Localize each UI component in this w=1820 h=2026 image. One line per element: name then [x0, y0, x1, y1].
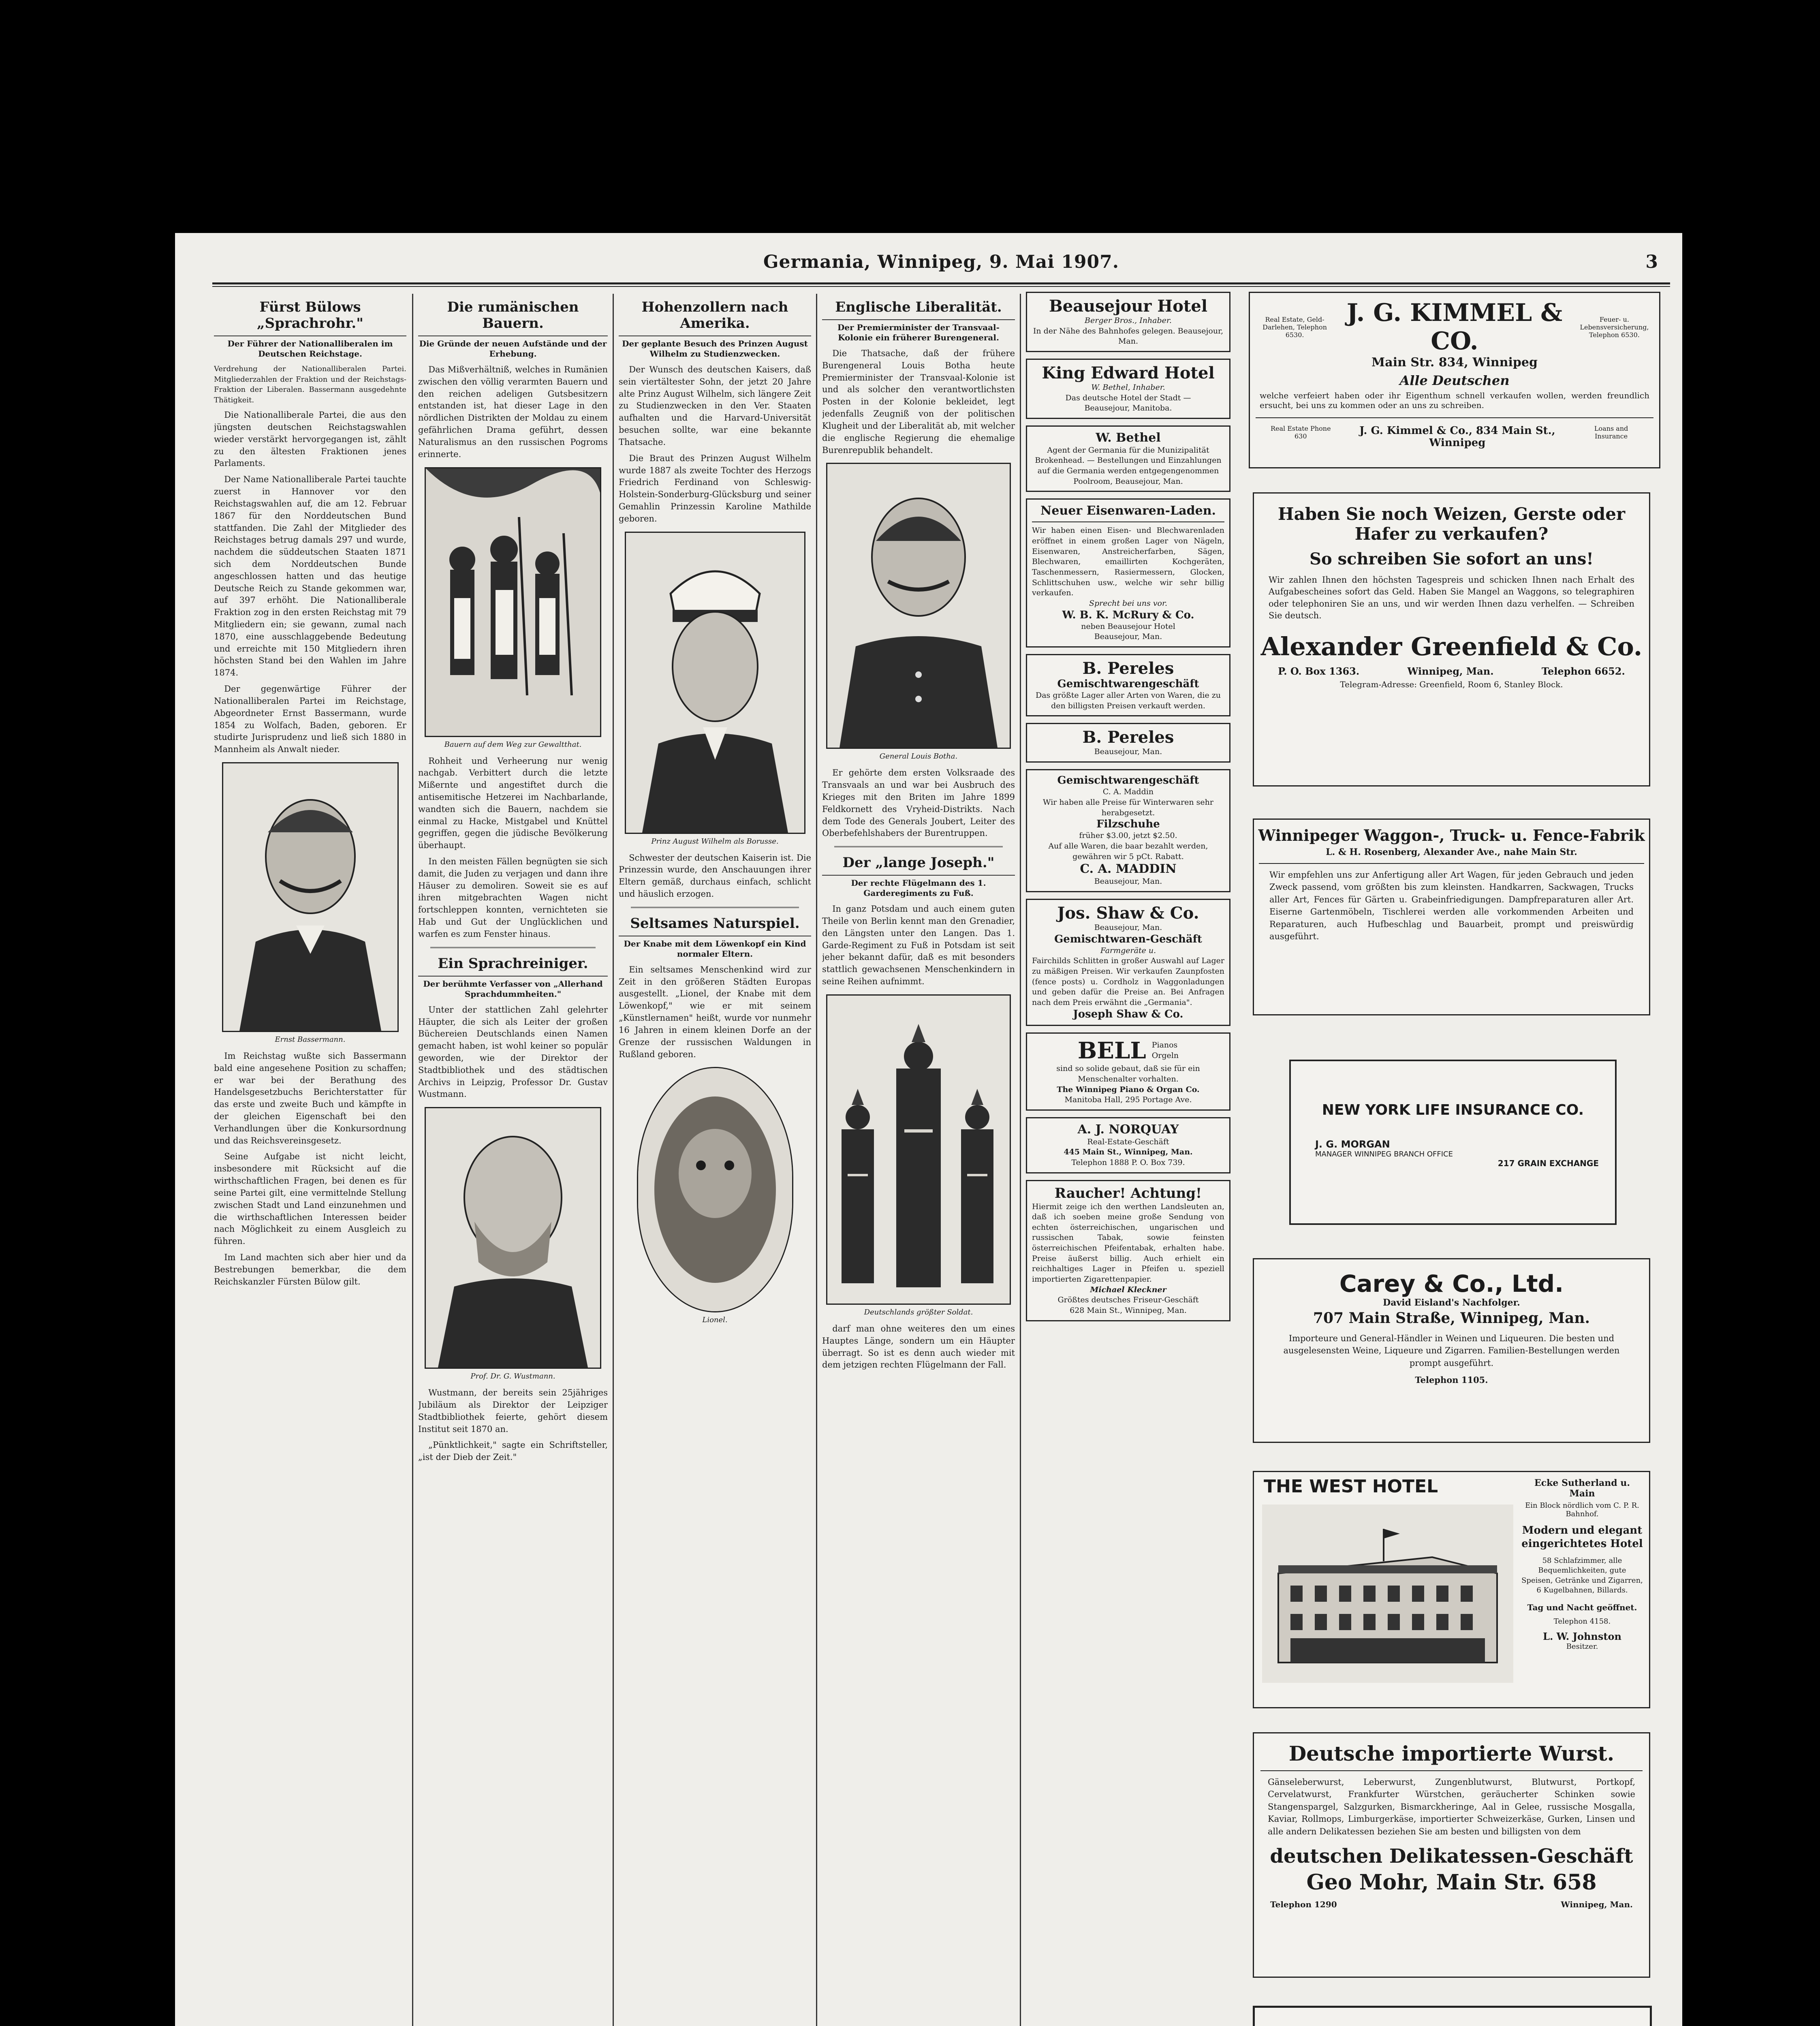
ad-kind: Pianos [1151, 1041, 1178, 1050]
article-paragraph: Die Braut des Prinzen August Wilhelm wurde 1887 als zweite Tochter des Herzogs Friedrich Ferdinand von Schleswig-Holstein-Sonderburg-Glücksburg und seiner Gemahlin Prinzessin Karoline Mathilde geboren. [619, 453, 811, 524]
masthead [212, 249, 1670, 278]
ad-question-2: Hafer zu verkaufen? [1354, 524, 1549, 544]
ad-title: Jos. Shaw & Co. [1057, 903, 1199, 923]
ad-new-york-life [1289, 1060, 1617, 1225]
masthead-title: Germania, Winnipeg, 9. Mai 1907. [763, 252, 1119, 272]
article-headline: Englische Liberalität. [835, 299, 1002, 315]
portrait-louis-botha [826, 463, 1011, 749]
article-paragraph: Der gegenwärtige Führer der Nationalliberalen Partei im Reichstage, Abgeordneter Ernst Bassermann, wurde 1854 zu Wolfach, Baden, geboren. Er studirte Jurisprudenz und ließ sich 1880 in Mannheim als Anwalt nieder. [214, 684, 406, 754]
article-subhead: Der Knabe mit dem Löwenkopf ein Kind normaler Eltern. [619, 936, 811, 959]
column-1 [214, 292, 406, 2026]
ad-greenfield [1253, 492, 1650, 786]
ad-text: Auf alle Waren, die baar bezahlt werden, gewähren wir 5 pCt. Rabatt. [1048, 842, 1208, 861]
ad-text: In der Nähe des Bahnhofes gelegen. Beausejour, Man. [1033, 326, 1224, 346]
article-hohenzollern [619, 299, 811, 1324]
article-headline: Hohenzollern nach Amerika. [641, 299, 788, 331]
ad-footer-right: Loans and Insurance [1594, 425, 1628, 440]
hotel-details [1521, 1478, 1643, 1651]
portrait-prince-august-wilhelm [625, 532, 805, 834]
portrait-caption: Ernst Bassermann. [275, 1035, 346, 1044]
ad-title: B. Pereles [1082, 728, 1174, 747]
ad-title: Winnipeger Waggon-, Truck- u. Fence-Fabrik [1258, 826, 1645, 844]
ad-place: Beausejour, Man. [1094, 632, 1162, 641]
ad-kinds [1152, 1040, 1179, 1061]
peasants-drawing [426, 468, 600, 736]
column-divider [613, 294, 614, 2026]
ad-location: neben Beausejour Hotel [1081, 622, 1175, 631]
ad-name: C. A. MADDIN [1080, 862, 1177, 876]
article-paragraph: In den meisten Fällen begnügten sie sich damit, die Juden zu verjagen und dann ihre Häuser zu demoliren. Soweit sie es auf ihren mitgebrachten Wagen nicht fortschleppen konnten, vernichteten sie Hab und Gut der Unglücklichen und warfen es zum Fenster hinaus. [418, 857, 608, 939]
ad-title-row [1032, 1038, 1224, 1064]
ad-right-note: Feuer- u. Lebensversicherung, Telephon 6530. [1580, 315, 1649, 339]
newspaper-page [175, 233, 1682, 2026]
ad-footer-row [1254, 1895, 1649, 1909]
column-2 [418, 292, 608, 2026]
article-subhead: Der geplante Besuch des Prinzen August Wilhelm zu Studienzwecken. [619, 336, 811, 359]
ad-title: King Edward Hotel [1042, 363, 1215, 383]
portrait-caption: Prinz August Wilhelm als Borusse. [651, 837, 779, 846]
article-paragraph: Seine Aufgabe ist nicht leicht, insbesondere mit Rücksicht auf die wirthschaftlichen Fragen, bei denen es für seine Partei gilt, eine vermittelnde Stellung zwischen Stadt und Land einzunehmen und die wirthschaftlichen Interessen beider nach Möglichkeit zu einem Ausgleich zu führen. [214, 1152, 406, 1246]
ad-text: Agent der Germania für die Munizipalität Brokenhead. — Bestellungen und Einzahlungen auf die Germania werden entgegengenommen [1035, 445, 1222, 476]
article-headline: Die rumänischen Bauern. [447, 299, 579, 331]
article-paragraph: Die Thatsache, daß der frühere Burengeneral Louis Botha heute Premierminister der Transvaal-Kolonie ist und als solcher den verantwortlichsten Posten in der Kolonie bekleidet, legt jedenfalls Zeugniß von der politischen Klugheit und der Liberalität ab, mit welcher die englische Regierung die ehemalige Burenrepublik behandelt. [822, 348, 1015, 455]
ad-text: Hiermit zeige ich den werthen Landsleuten an, daß ich soeben meine große Sendung von echten österreichischen, ungarischen und russischen Tabak, sowie feinsten österreichischen Pfeifentabak, erhalten habe. Preise äußerst billig. Auch erhielt ein reichhaltiges Lager in Pfeifen u. speziell importierten Zigarettenpapier. [1032, 1202, 1224, 1284]
ad-title: THE WEST HOTEL [1264, 1476, 1438, 1497]
ad-title: BELL [1077, 1037, 1146, 1064]
ad-owner-title: Besitzer. [1566, 1642, 1598, 1651]
ad-jos-shaw [1026, 899, 1230, 1026]
ad-owner: L. W. Johnston [1543, 1631, 1621, 1643]
ad-subtitle-2: Farmgeräte u. [1100, 946, 1156, 955]
ad-signature: Joseph Shaw & Co. [1073, 1008, 1183, 1020]
portrait-illustration [426, 1108, 600, 1368]
ad-germania [1253, 2006, 1652, 2026]
article-subhead: Die Gründe der neuen Aufstände und der Erhebung. [418, 336, 608, 359]
ad-hours: Tag und Nacht geöffnet. [1527, 1603, 1637, 1613]
column-divider [1020, 294, 1021, 2026]
article-headline: Seltsames Naturspiel. [630, 915, 800, 932]
article-separator [631, 907, 799, 908]
ad-title: Gemischtwarengeschäft [1057, 774, 1199, 787]
ad-owner: W. B. K. McRury & Co. [1062, 609, 1194, 621]
ad-title: Beausejour Hotel [1049, 297, 1208, 316]
article-paragraph: Ein seltsames Menschenkind wird zur Zeit in den größeren Städten Europas ausgestellt. „Lionel, der Knabe mit dem Löwenkopf," wie er mit seinem „Künstlernamen" heißt, wurde vor nunmehr 16 Jahren in einem kleinen Dorfe an der Grenze der russischen Waldungen in Rußland geboren. [619, 964, 811, 1059]
article-subhead: Der Führer der Nationalliberalen im Deutschen Reichstage. [214, 336, 406, 359]
ad-title: NEW YORK LIFE INSURANCE CO. [1322, 1102, 1584, 1118]
article-paragraph: Das Mißverhältniß, welches in Rumänien zwischen den völlig verarmten Bauern und den reichen adeligen Gutsbesitzern entstanden ist, hat dieser Lage in den nördlichen Distrikten der Moldau zu einem gefährlichen Drama geführt, dessen Naturalismus an den russischen Pogroms erinnerte. [418, 365, 608, 459]
article-paragraph: „Pünktlichkeit," sagte ein Schriftsteller, „ist der Dieb der Zeit." [418, 1440, 608, 1462]
ad-king-edward-hotel [1026, 359, 1230, 419]
article-paragraph: Rohheit und Verheerung nur wenig nachgab. Verbittert durch die letzte Mißernte und angestiftet durch die antisemitische Hetzerei im Nachbarlande, wandten sich die Bauern, nachdem sie einmal zu Hacke, Mistgabel und Knüttel gegriffen, gegen die jüdische Bevölkerung überhaupt. [418, 756, 608, 851]
ad-telephone: Telephon 4158. [1553, 1617, 1611, 1626]
ad-place: Winnipeg, Man. [1561, 1900, 1633, 1910]
article-paragraph: Wustmann, der bereits sein 25jähriges Jubiläum als Direktor der Leipziger Stadtbibliothek feierte, gehört diesem Institut seit 1870 an. [418, 1388, 608, 1434]
article-intro: Verdrehung der Nationalliberalen Partei. Mitgliederzahlen der Fraktion und der Reichstags-Fraktion der Liberalen. Bassermann ausgedehnte Thätigkeit. [214, 365, 406, 404]
ad-owner: Berger Bros., Inhaber. [1085, 316, 1172, 325]
article-paragraph: Im Land machten sich aber hier und da Bestrebungen bemerkbar, die dem Reichskanzler Fürsten Bülow gilt. [214, 1252, 406, 1287]
ad-text: Gänseleberwurst, Leberwurst, Zungenblutwurst, Blutwurst, Portkopf, Cervelatwurst, Frankfurter Würstchen, geräucherter Schinken sowie Stangenspargel, Salzgurken, Bismarckheringe, Aal in Gelee, russische Mosgalla, Kaviar, Rollmops, Limburgerkäse, importierter Schweizerkäse, Gurken, Linsen und alle andern Delikatessen beziehen Sie am besten und billigsten von dem [1268, 1777, 1635, 1836]
column-divider [412, 294, 413, 2026]
ad-signature: Michael Kleckner [1090, 1285, 1166, 1294]
ad-carey [1253, 1258, 1650, 1443]
ad-text: Importeure und General-Händler in Weinen und Liqueuren. Die besten und ausgelesensten Weine, Liqueure und Zigarren. Familien-Bestellungen werden prompt ausgeführt. [1283, 1334, 1620, 1368]
ad-title: J. G. KIMMEL & CO. [1346, 299, 1563, 355]
ad-corner: Ecke Sutherland u. Main [1534, 1478, 1630, 1499]
ad-norquay [1026, 1117, 1230, 1173]
ad-west-hotel [1253, 1471, 1650, 1708]
ad-call-to-action: So schreiben Sie sofort an uns! [1309, 549, 1594, 568]
ad-wurst [1253, 1732, 1650, 1978]
illustration-peasants [425, 467, 601, 737]
ad-title: A. J. NORQUAY [1077, 1122, 1179, 1137]
ad-beausejour-hotel [1026, 292, 1230, 352]
article-subhead: Der berühmte Verfasser von „Allerhand Sprachdummheiten." [418, 976, 608, 999]
ad-subtitle: David Eisland's Nachfolger. [1383, 1297, 1520, 1308]
ad-item: Filzschuhe [1096, 818, 1160, 831]
ad-rule [1032, 521, 1224, 522]
ad-address: 445 Main St., Winnipeg, Man. [1064, 1148, 1193, 1157]
ad-place: Winnipeg, Man. [1407, 665, 1494, 677]
ad-contact-row [1254, 665, 1649, 677]
ad-title: W. Bethel [1096, 430, 1161, 445]
ad-footer-row [1256, 417, 1653, 449]
ad-footer-left: Real Estate Phone 630 [1270, 425, 1331, 440]
masthead-rule [212, 282, 1670, 287]
article-paragraph: Schwester der deutschen Kaiserin ist. Die Prinzessin wurde, den Anschauungen ihrer Eltern gemäß, durchaus einfach, schlicht und häuslich erzogen. [619, 853, 811, 899]
article-rumanian-peasants [418, 299, 608, 1464]
ad-telephone: Telephon 6652. [1541, 665, 1625, 677]
ad-eisenwaren [1026, 498, 1230, 648]
portrait-bassermann [222, 762, 399, 1032]
article-paragraph: Der Wunsch des deutschen Kaisers, daß sein viertältester Sohn, der jetzt 20 Jahre alte Prinz August Wilhelm, sich längere Zeit zu Studienzwecken in den Ver. Staaten aufhalten und die Harvard-Universität besuchen sollte, war eine bekannte Thatsache. [619, 365, 811, 447]
ad-text: welche verfeiert haben oder ihr Eigenthum schnell verkaufen wollen, werden freundlich ersucht, bei uns zu kommen oder an uns zu schreiben. [1260, 391, 1649, 410]
article-headline: Ein Sprachreiniger. [438, 955, 588, 972]
ad-title: Alexander Greenfield & Co. [1260, 631, 1643, 661]
article-paragraph: Die Nationalliberale Partei, die aus den jüngsten deutschen Reichstagswahlen wieder verstärkt hervorgegangen ist, zählt zu den ältesten Fraktionen jenes Parlaments. [214, 410, 406, 468]
article-paragraph: In ganz Potsdam und auch einem guten Theile von Berlin kennt man den Grenadier, den Längsten unter den Langen. Das 1. Garde-Regiment zu Fuß in Potsdam ist seit jeher bekannt dafür, daß es mit besonders stattlich gewachsenen Menschenkindern in seine Reihen aufnimmt. [822, 904, 1015, 987]
article-separator [430, 947, 596, 948]
portrait-illustration [827, 464, 1010, 748]
portrait-wustmann [425, 1107, 601, 1369]
ad-business: deutschen Delikatessen-Geschäft [1270, 1845, 1633, 1868]
ad-pereles-2 [1026, 723, 1230, 763]
ad-title: Carey & Co., Ltd. [1339, 1270, 1564, 1297]
illustration-caption: Deutschlands größter Soldat. [864, 1308, 973, 1316]
ad-text: Das deutsche Hotel der Stadt — [1065, 393, 1191, 402]
ad-place: Beausejour, Man. [1094, 923, 1162, 932]
ad-text: Fairchilds Schlitten in großer Auswahl auf Lager zu mäßigen Preisen. Wir verkaufen Zaunpfosten (fence posts) u. Cordholz in Waggonladungen und geben dafür die Preise an. Bei Anfragen nach dem Preis erwähnt die „Germania". [1032, 956, 1224, 1007]
column-4 [822, 292, 1015, 2026]
ad-tagline: Modern und elegant eingerichtetes Hotel [1521, 1524, 1643, 1550]
article-subhead: Der rechte Flügelmann des 1. Garderegiments zu Fuß. [822, 875, 1015, 898]
ad-subtitle: Gemischtwaren-Geschäft [1054, 933, 1202, 945]
ad-text: Das größte Lager aller Arten von Waren, die zu den billigsten Preisen verkauft werden. [1036, 691, 1221, 710]
ad-address: Main Str. 834, Winnipeg [1371, 355, 1538, 370]
ad-address: Manitoba Hall, 295 Portage Ave. [1064, 1095, 1192, 1105]
ad-subtitle: Größtes deutsches Friseur-Geschäft [1057, 1295, 1199, 1305]
ad-telephone: Telephon 1888 P. O. Box 739. [1071, 1158, 1185, 1167]
ad-header-row [1250, 293, 1659, 355]
illustration-soldiers [826, 994, 1011, 1305]
ad-title: Raucher! Achtung! [1054, 1185, 1202, 1201]
ad-pereles-1 [1026, 654, 1230, 716]
ad-subtitle: Real-Estate-Geschäft [1087, 1137, 1169, 1146]
ad-bell-pianos [1026, 1032, 1230, 1111]
portrait-illustration [223, 763, 397, 1031]
article-subhead: Der Premierminister der Transvaal-Kolonie ein früherer Burengeneral. [822, 319, 1015, 343]
article-buelow [214, 299, 406, 1288]
ad-address: 217 GRAIN EXCHANGE [1497, 1158, 1599, 1168]
ad-text: Wir empfehlen uns zur Anfertigung aller Art Wagen, für jeden Gebrauch und jeden Zweck passend, vom größten bis zum kleinsten. Handkarren, Sackwagen, Trucks aller Art, Fences für Gärten u. Grabeinfriedigungen. Dampfreparaturen aller Art. Eiserne Gartenmöbeln, Tischlerei werden alle vorkommenden Arbeiten und Reparaturen, auch Hufbeschlag und Bauarbeit, prompt und preiswürdig ausgeführt. [1259, 863, 1644, 948]
ad-company: The Winnipeg Piano & Organ Co. [1057, 1085, 1200, 1094]
column-divider [816, 294, 817, 2026]
article-english-liberality [822, 299, 1015, 1371]
ad-agent: J. G. MORGAN [1315, 1139, 1390, 1150]
ad-place: Poolroom, Beausejour, Man. [1073, 477, 1183, 486]
portrait-caption: Prof. Dr. G. Wustmann. [470, 1372, 555, 1381]
ad-text: 58 Schlafzimmer, alle Bequemlichkeiten, gute Speisen, Getränke und Zigarren, 6 Kugelbahnen, Billards. [1521, 1556, 1643, 1594]
article-separator [834, 846, 1003, 847]
article-headline: Der „lange Joseph." [842, 855, 995, 871]
ad-agent-title: MANAGER WINNIPEG BRANCH OFFICE [1315, 1150, 1453, 1158]
ad-subtitle: Alle Deutschen [1399, 373, 1510, 388]
ad-maddin [1026, 769, 1230, 892]
ad-owner: C. A. Maddin [1102, 787, 1154, 797]
ad-place: Beausejour, Manitoba. [1084, 404, 1172, 413]
hotel-drawing [1262, 1505, 1513, 1683]
ad-telephone: Telephon 1290 [1270, 1900, 1337, 1910]
portrait-lionel [637, 1067, 793, 1312]
ad-question-1: Haben Sie noch Weizen, Gerste oder [1277, 504, 1626, 524]
ad-title: B. Pereles [1082, 659, 1174, 678]
article-paragraph: darf man ohne weiteres den um eines Hauptes Länge, sondern um ein Häupter überragt. So ist es denn auch wieder mit dem jetzigen rechten Flügelmann der Fall. [822, 1323, 1015, 1370]
page-number: 3 [1645, 252, 1658, 272]
column-ads-local [1026, 292, 1230, 2026]
ad-left-note: Real Estate, Geld-Darlehen, Telephon 6530. [1262, 315, 1327, 339]
ad-footer: J. G. Kimmel & Co., 834 Main St., Winnipeg [1359, 425, 1555, 449]
ad-address: Telegram-Adresse: Greenfield, Room 6, Stanley Block. [1340, 679, 1563, 689]
portrait-caption: Lionel. [702, 1316, 728, 1325]
ad-text: sind so solide gebaut, daß sie für ein Menschenalter vorhalten. [1056, 1064, 1200, 1084]
ad-kind: Orgeln [1151, 1051, 1179, 1060]
article-paragraph: Im Reichstag wußte sich Bassermann bald eine angesehene Position zu schaffen; er war bei der Berathung des Handelsgesetzbuchs Berichterstatter für das erste und zweite Buch und kämpfte in der gleichen Eigenschaft bei den Verhandlungen über die Konkursordnung und das Reichsvereinsgesetz. [214, 1051, 406, 1146]
ad-place: Beausejour, Man. [1094, 747, 1162, 757]
ad-owner: Geo Mohr, Main Str. 658 [1306, 1870, 1597, 1895]
ad-owner: L. & H. Rosenberg, Alexander Ave., nahe Main Str. [1326, 847, 1577, 857]
ad-title: Deutsche importierte Wurst. [1288, 1742, 1615, 1765]
article-paragraph: Er gehörte dem ersten Volksraade des Transvaals an und war bei Ausbruch des Krieges mit den Briten im Jahre 1899 Feldkornett des Vryheid-Distrikts. Nach dem Tode des Generals Joubert, Leiter des Oberbefehlshabers der Burentruppen. [822, 768, 1015, 838]
ad-address: 628 Main St., Winnipeg, Man. [1070, 1306, 1187, 1315]
ad-bethel-agent [1026, 425, 1230, 492]
article-headline: Fürst Bülows „Sprachrohr." [257, 299, 363, 331]
ad-location: Ein Block nördlich vom C. P. R. Bahnhof. [1525, 1501, 1639, 1518]
hotel-illustration [1262, 1505, 1513, 1683]
article-paragraph: Der Name Nationalliberale Partei tauchte zuerst in Hannover vor den Reichstagswahlen auf, die am 12. Februar 1867 für den Norddeutschen Bund stattfanden. Die Zahl der Mitglieder des Reichstages betrug damals 297 und wurde, nachdem die süddeutschen Staaten 1871 sich dem Norddeutschen Bunde angeschlossen hatten und das heutige Deutsche Reich zu Stande gekommen war, auf 397 erhöht. Die Nationalliberale Fraktion zog in den ersten Reichstag mit 79 Mitgliedern ein; sie gewann, zumal nach 1870, eine ausschlaggebende Bedeutung und erreichte mit 150 Mitgliedern ihren höchsten Stand bei den Wahlen im Jahre 1874. [214, 474, 406, 678]
ad-price: früher $3.00, jetzt $2.50. [1079, 831, 1177, 840]
ad-box: P. O. Box 1363. [1278, 665, 1360, 677]
ad-waggon-fabrik [1253, 819, 1650, 1015]
soldiers-drawing [827, 996, 1010, 1304]
article-paragraph: Unter der stattlichen Zahl gelehrter Häupter, die sich als Leiter der großen Büchereien Deutschlands einen Namen gemacht haben, ist wohl keiner so populär geworden, wie der Direktor der Stadtbibliothek und des städtischen Archivs in Leipzig, Professor Dr. Gustav Wustmann. [418, 1004, 608, 1099]
ad-kimmel [1249, 292, 1660, 468]
ad-subtitle: Gemischtwarengeschäft [1057, 678, 1199, 690]
ad-text: Wir haben alle Preise für Winterwaren sehr herabgesetzt. [1043, 797, 1213, 817]
illustration-caption: Bauern auf dem Weg zur Gewaltthat. [444, 740, 582, 749]
ad-slogan: Sprecht bei uns vor. [1089, 598, 1168, 608]
ad-place: Beausejour, Man. [1094, 877, 1162, 886]
ad-telephone: Telephon 1105. [1415, 1375, 1488, 1385]
ad-text: Wir zahlen Ihnen den höchsten Tagespreis und schicken Ihnen nach Erhalt des Aufgabescheines sofort das Geld. Haben Sie Mangel an Waggons, so telegraphiren oder telephoniren Sie an uns, und wir werden Ihnen dazu verhelfen. — Schreiben Sie deutsch. [1269, 575, 1634, 621]
column-3 [619, 292, 811, 2026]
ad-owner: W. Bethel, Inhaber. [1091, 383, 1165, 392]
ad-raucher [1026, 1180, 1230, 1321]
portrait-illustration [638, 1068, 792, 1311]
portrait-caption: General Louis Botha. [879, 752, 958, 761]
ad-title: Neuer Eisenwaren-Laden. [1040, 504, 1216, 518]
ad-text: Wir haben einen Eisen- und Blechwarenladen eröffnet in einem großen Lager von Nägeln, Eisenwaren, Anstreicherfarben, Sägen, Blechwaren, emaillirten Kochgeräten, Taschenmessern, Rasiermessern, Glocken, Schlittschuhen usw., welche wir sehr billig verkaufen. [1032, 526, 1224, 598]
portrait-illustration [626, 533, 804, 833]
ad-address: 707 Main Straße, Winnipeg, Man. [1313, 1310, 1590, 1327]
